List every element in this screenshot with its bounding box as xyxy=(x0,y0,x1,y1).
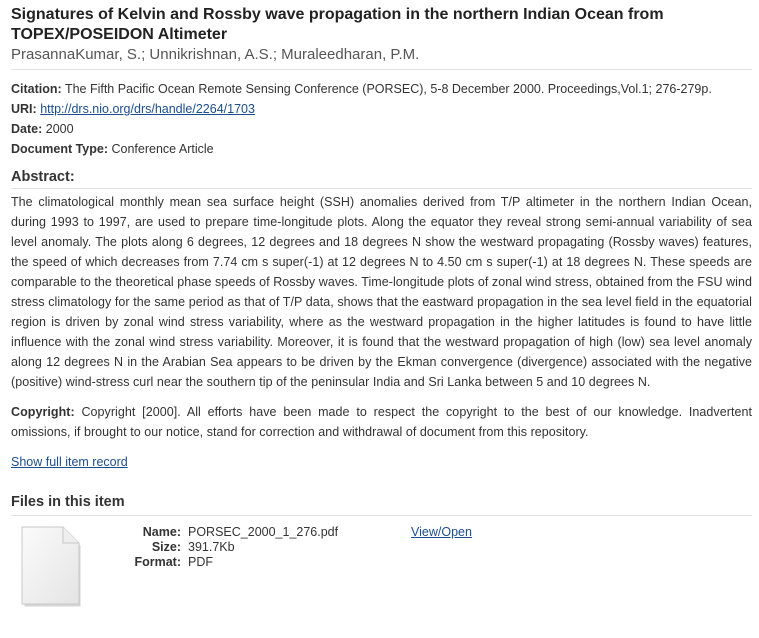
file-format-value: PDF xyxy=(188,555,213,569)
citation-label: Citation: xyxy=(11,82,62,96)
date-row xyxy=(11,119,752,139)
document-type-row xyxy=(11,139,752,159)
abstract-text: The climatological monthly mean sea surface height (SSH) anomalies derived from T/P altimeter in the northern Indian Ocean, during 1993 to 1997, are used to prepare time-longitude plots. Along the equator they reveal strong semi-annual variability of sea level anomaly. The plots along 6 degrees, 12 degrees and 18 degrees N show the westward propagating (Rossby waves) features, the speed of which decreases from 7.74 cm s super(-1) at 12 degrees N to 4.50 cm s super(-1) at 18 degrees N. These speeds are comparable to the theoretical phase speeds of Rossby waves. Time-longitude plots of zonal wind stress, obtained from the FSU wind stress climatology for the same period as that of T/P data, shows that the eastward propagation in the sea level field in the equatorial region is driven by zonal wind stress variability, where as the westward propagation in the higher latitudes is found to have little influence with the zonal wind stress variability. Moreover, it is found that the westward propagation of high (low) sea level anomaly along 12 degrees N in the Arabian Sea appears to be driven by the Ekman convergence (divergence) associated with the negative (positive) wind-stress curl near the southern tip of the peninsular India and Sri Lanka between 5 and 10 degrees N. xyxy=(11,195,752,389)
author-name: Muraleedharan, P.M. xyxy=(281,46,420,63)
file-item xyxy=(11,525,752,620)
document-type-label: Document Type: xyxy=(11,142,108,156)
document-file-icon[interactable] xyxy=(20,526,82,608)
author-list xyxy=(11,45,752,70)
uri-link[interactable]: http://drs.nio.org/drs/handle/2264/1703 xyxy=(40,102,255,116)
author-name: Unnikrishnan, A.S. xyxy=(149,46,273,63)
copyright-text: Copyright [2000]. All efforts have been made to respect the copyright to the best of our knowledge. Inadvertent omissions, if brought to our notice, stand for correction and withdrawal of document from this repository. xyxy=(11,405,752,439)
file-view-cell xyxy=(411,525,472,540)
file-size-value: 391.7Kb xyxy=(188,540,235,554)
copyright-label: Copyright: xyxy=(11,405,75,419)
item-title: Signatures of Kelvin and Rossby wave propagation in the northern Indian Ocean from TOPEX/POSEIDON Altimeter xyxy=(11,6,664,43)
item-page xyxy=(11,0,752,620)
file-size-row xyxy=(124,540,338,555)
document-type-value: Conference Article xyxy=(111,142,214,156)
file-format-label: Format: xyxy=(134,555,181,569)
files-heading: Files in this item xyxy=(11,493,752,516)
show-full-record-link[interactable]: Show full item record xyxy=(11,455,128,469)
date-value: 2000 xyxy=(45,122,74,136)
date-label: Date: xyxy=(11,122,43,136)
uri-row xyxy=(11,99,752,119)
abstract-heading: Abstract: xyxy=(11,168,752,189)
file-size-label: Size: xyxy=(151,540,181,554)
file-name-label: Name: xyxy=(142,525,181,539)
full-record-row xyxy=(11,452,752,472)
author-name: PrasannaKumar, S. xyxy=(11,46,142,63)
author-separator: ; xyxy=(141,46,146,63)
file-name-value: PORSEC_2000_1_276.pdf xyxy=(188,525,339,539)
citation-row xyxy=(11,79,752,99)
file-name-row xyxy=(124,525,338,540)
copyright-block xyxy=(11,402,752,442)
uri-label: URI: xyxy=(11,102,37,116)
citation-value: The Fifth Pacific Ocean Remote Sensing Conference (PORSEC), 5-8 December 2000. Proceedings,Vol.1; 276-279p. xyxy=(64,82,712,96)
file-metadata xyxy=(124,525,338,570)
file-format-row xyxy=(124,555,338,570)
author-separator: ; xyxy=(272,46,277,63)
view-open-link[interactable]: View/Open xyxy=(411,525,472,539)
